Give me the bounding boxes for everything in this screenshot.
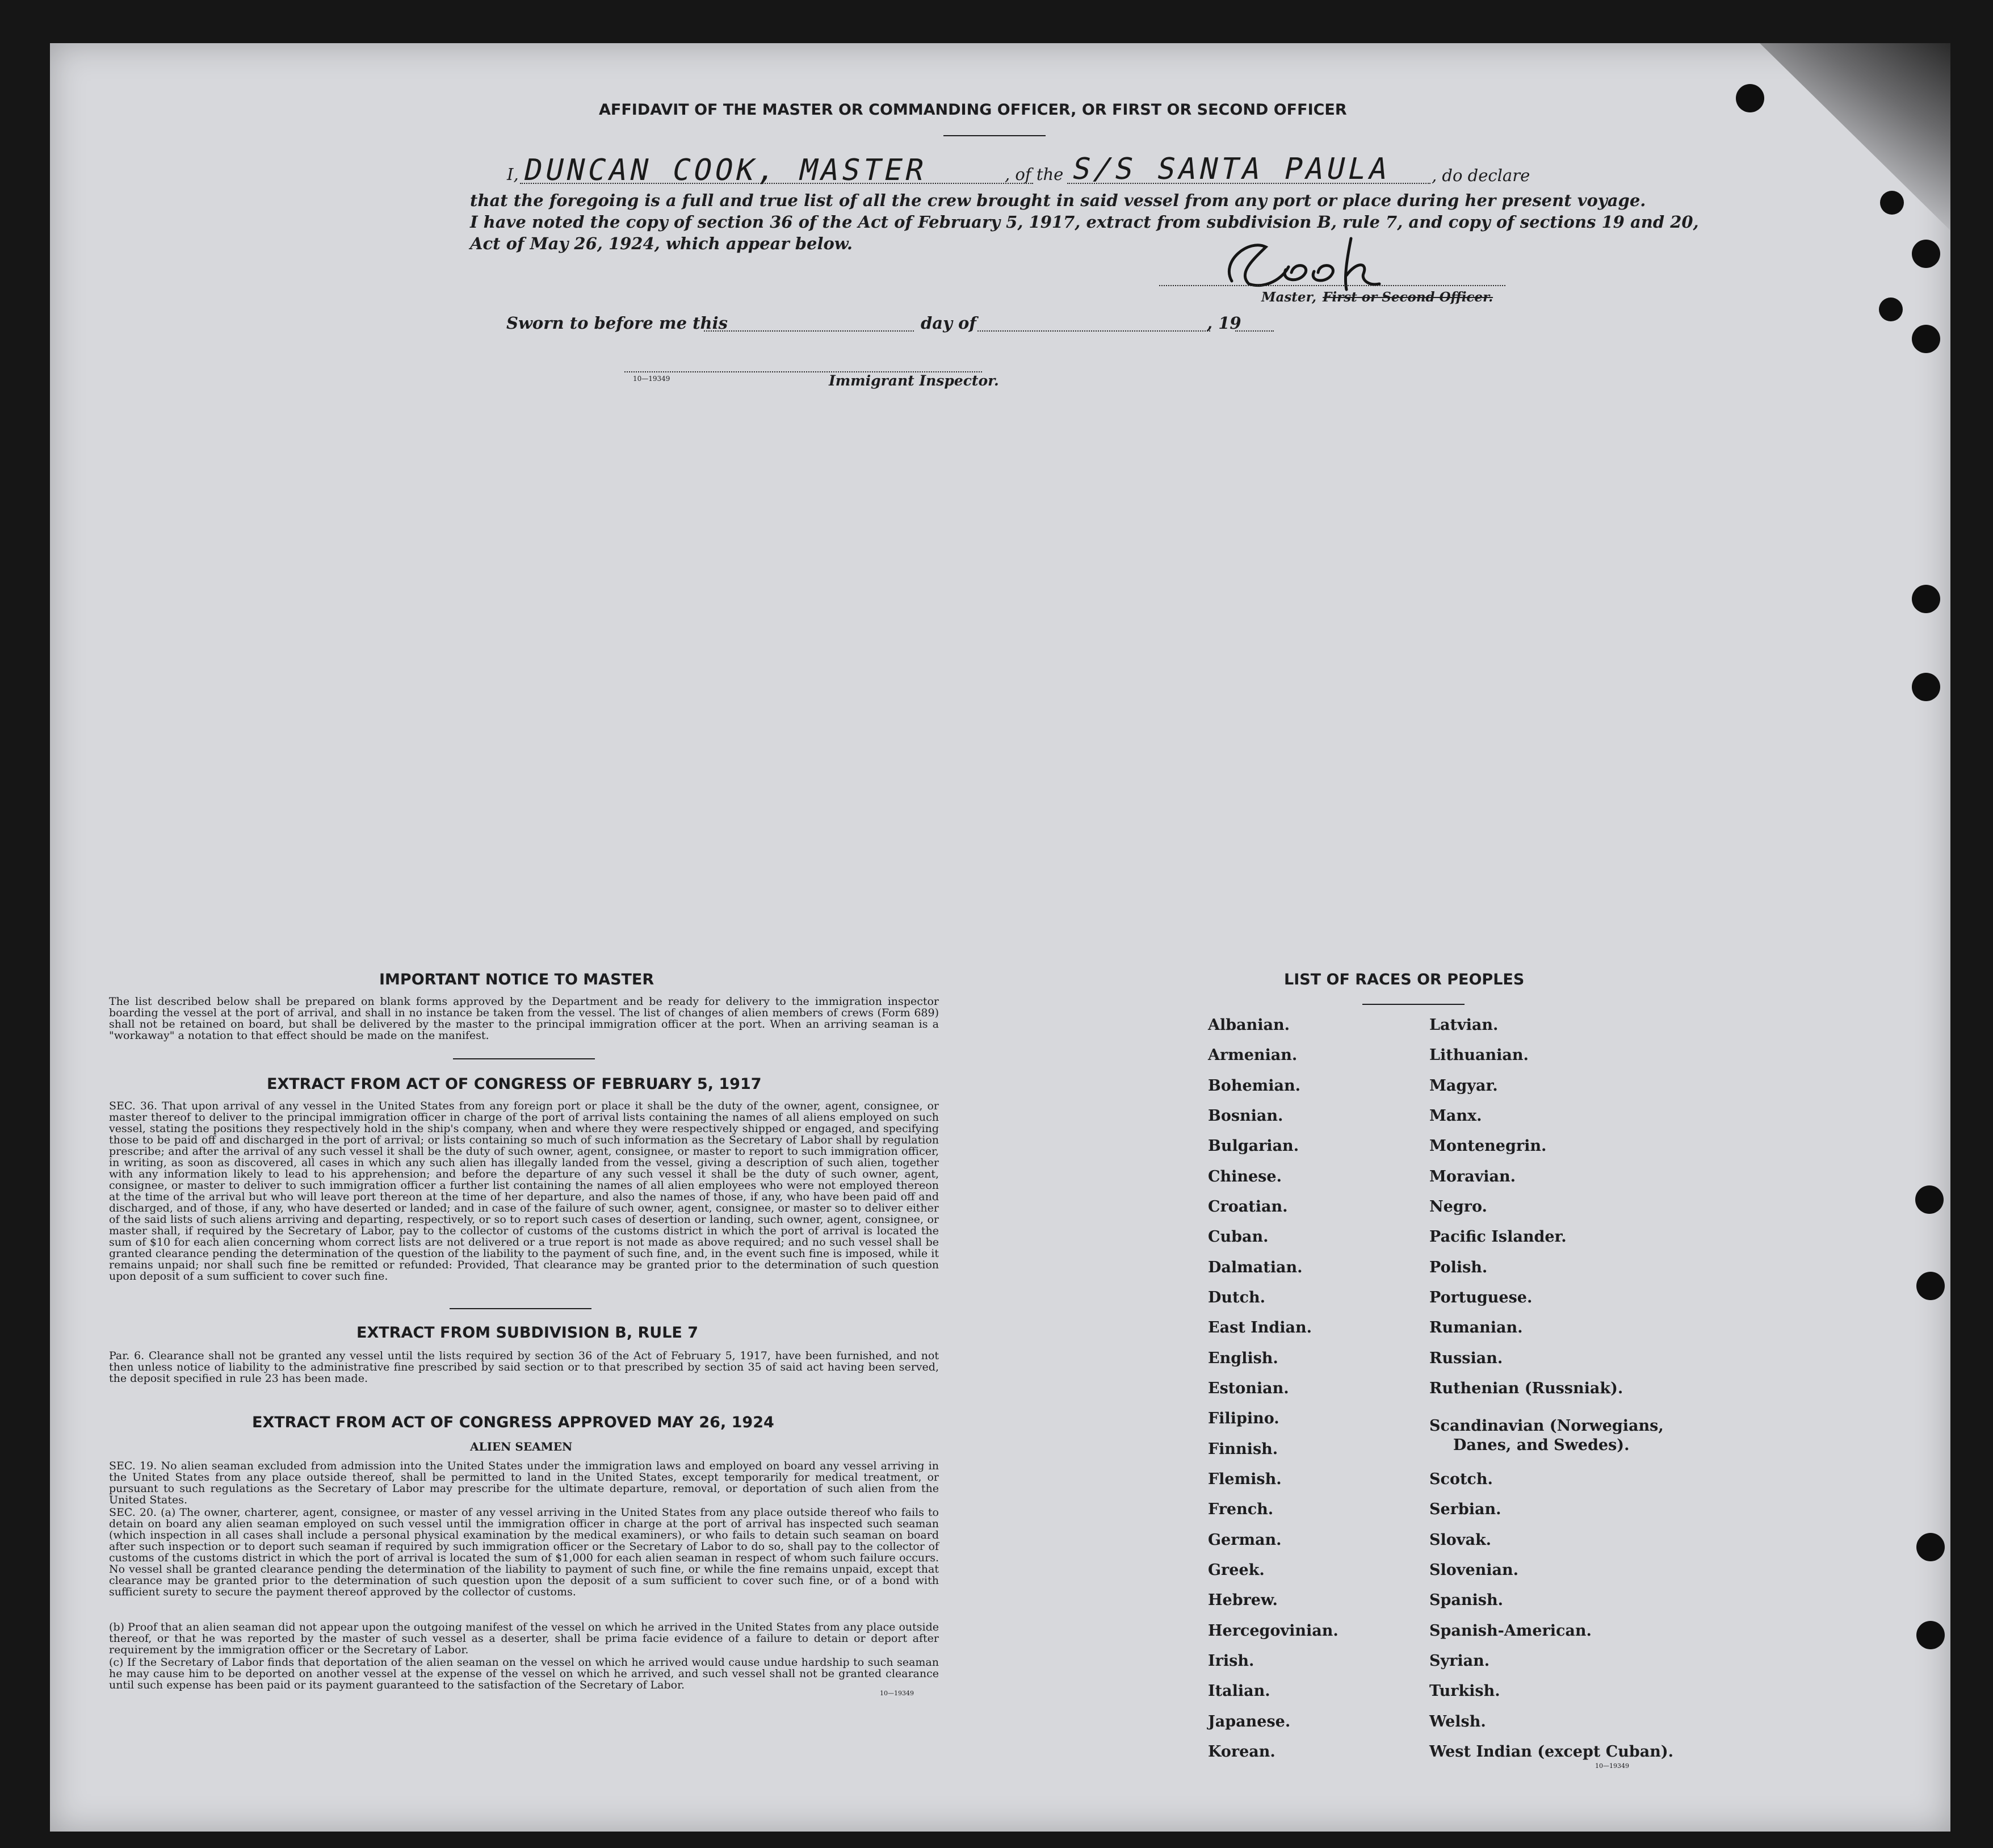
binder-hole [1916,1533,1945,1561]
extract-1917-title: EXTRACT FROM ACT OF CONGRESS OF FEBRUARY 5, 1917 [267,1075,762,1093]
signature-line [1159,285,1505,286]
races-title: LIST OF RACES OR PEOPLES [1284,971,1525,988]
blank-line [520,183,1033,184]
race-item: Russian. [1429,1350,1503,1367]
binder-hole [1880,191,1904,215]
race-item: Polish. [1429,1259,1488,1276]
of-the-label: , of the [1005,165,1064,184]
binder-hole [1915,1185,1944,1214]
binder-hole [1912,585,1940,613]
sec19-text: SEC. 19. No alien seaman excluded from admission into the United States under the immigration laws and employed on board any vessel arriving in the United States from any place outside thereof, shall be permitted to land in the United States, except temporarily for medical treatment, or pursuant to such regulations as the Secretary of Labor may prescribe for the ultimate departure, removal, or deportation of such alien from the United States. [109,1460,939,1506]
form-number: 10—19349 [633,375,670,383]
race-item: Estonian. [1208,1380,1289,1397]
race-item: Portuguese. [1429,1289,1533,1306]
race-item: German. [1208,1531,1282,1549]
race-item: Spanish. [1429,1591,1503,1609]
race-item: Finnish. [1208,1440,1278,1458]
binder-hole [1916,1621,1945,1649]
race-item: Lithuanian. [1429,1046,1529,1064]
blank-line [1067,183,1430,184]
race-item: Filipino. [1208,1410,1279,1427]
race-item: East Indian. [1208,1319,1312,1336]
race-item: Greek. [1208,1561,1265,1579]
binder-hole [1912,240,1940,268]
race-item: Syrian. [1429,1652,1490,1670]
extract-1924-subtitle: ALIEN SEAMEN [470,1440,573,1453]
race-item: French. [1208,1501,1274,1518]
race-item: Cuban. [1208,1228,1269,1246]
race-item: Hercegovinian. [1208,1622,1339,1640]
form-number: 10—19349 [880,1690,914,1697]
race-item: Magyar. [1429,1077,1498,1095]
signature-caption-struck: First or Second Officer. [1323,290,1493,305]
race-item: Hebrew. [1208,1591,1278,1609]
race-item: Serbian. [1429,1501,1501,1518]
master-name-handwritten: DUNCAN COOK, MASTER [521,153,931,187]
blank-line-year [1235,330,1274,332]
divider [1362,1004,1465,1005]
race-item: Moravian. [1429,1168,1516,1185]
race-item: Irish. [1208,1652,1254,1670]
affidavit-title: AFFIDAVIT OF THE MASTER OR COMMANDING OFFICER, OR FIRST OR SECOND OFFICER [599,101,1347,119]
sec20b-text: (b) Proof that an alien seaman did not appear upon the outgoing manifest of the vessel on which he arrived in the United States from any place outside thereof, or that he was reported by the master of such vessel as a deserter, shall be prima facie evidence of a failure to detain or deport after requirement by the immigration officer or the Secretary of Labor. [109,1621,939,1656]
affidavit-prefix: I, [507,165,519,184]
race-item: Slovenian. [1429,1561,1519,1579]
binder-hole [1912,673,1940,701]
year-label: , 19 [1207,313,1241,333]
signature-caption-master: Master, [1261,290,1317,305]
race-item: Flemish. [1208,1470,1282,1488]
sec20a-text: SEC. 20. (a) The owner, charterer, agent, consignee, or master of any vessel arriving in the United States from any place outside thereof who fails to detain on board any alien seaman employed on such vessel until the immigration officer in charge at the port of arrival has inspected such seaman (which inspection in all cases shall include a personal physical examination by the medical examiners), or who fails to detain such seaman on board after such inspection or to deport such seaman if required by such immigration officer or the Secretary of Labor to do so, shall pay to the collector of customs of the customs district in which the port of arrival is located the sum of $1,000 for each alien seaman in respect of whom such failure occurs. No vessel shall be granted clearance pending the determination of the liability to payment of such fine, or while the fine remains unpaid, except that clearance may be granted prior to the determination of such question upon the deposit of a sum sufficient to cover such fine, or of a bond with sufficient surety to secure the payment thereof approved by the collector of customs. [109,1506,939,1598]
race-item: Turkish. [1429,1682,1500,1700]
race-item: Dalmatian. [1208,1259,1303,1276]
race-item: Croatian. [1208,1198,1288,1216]
race-item: Japanese. [1208,1713,1291,1730]
form-number: 10—19349 [1595,1762,1629,1770]
race-item: Chinese. [1208,1168,1282,1185]
notice-title: IMPORTANT NOTICE TO MASTER [379,971,654,988]
race-item-continuation: Danes, and Swedes). [1453,1436,1630,1454]
blank-line-date [704,330,914,332]
divider [450,1308,591,1309]
notice-text: The list described below shall be prepared on blank forms approved by the Department and be ready for delivery to the immigration inspector boarding the vessel at the port of arrival, and shall in no instance be taken from the vessel. The list of changes of alien members of crews (Form 689) shall not be retained on board, but shall be delivered by the master to the principal immigration officer at the port. When an arriving seaman is a "workaway" a notation to that effect should be made on the manifest. [109,995,939,1042]
race-item: Italian. [1208,1682,1270,1700]
declare-label: , do declare [1432,166,1530,185]
binder-hole [1736,84,1764,112]
race-item: English. [1208,1350,1278,1367]
race-item: Spanish-American. [1429,1622,1592,1640]
divider [453,1058,595,1059]
subdivision-b-text: Par. 6. Clearance shall not be granted any vessel until the lists required by section 36 of the Act of February 5, 1917, have been furnished, and not then unless notice of liability to the administrative fine prescribed by said section or to that prescribed by section 35 of said act having been served, the deposit specified in rule 23 has been made. [109,1350,939,1385]
divider [943,135,1046,136]
affidavit-line-4: Act of May 26, 1924, which appear below. [470,234,853,253]
race-item: Bohemian. [1208,1077,1300,1095]
race-item: Pacific Islander. [1429,1228,1567,1246]
extract-1924-title: EXTRACT FROM ACT OF CONGRESS APPROVED MAY 26, 1924 [252,1414,774,1431]
binder-hole [1916,1272,1945,1300]
race-item: Bosnian. [1208,1107,1283,1125]
race-item: Korean. [1208,1743,1275,1761]
sworn-label: Sworn to before me this [506,313,728,333]
affidavit-line-2: that the foregoing is a full and true list of all the crew brought in said vessel from any port or place during her present voyage. [470,191,1646,210]
race-item: Rumanian. [1429,1319,1523,1336]
race-item: Scandinavian (Norwegians, [1429,1417,1664,1435]
race-item: Welsh. [1429,1713,1486,1730]
blank-line-month [977,330,1210,332]
race-item: Negro. [1429,1198,1487,1216]
race-item: Slovak. [1429,1531,1492,1549]
vessel-name-handwritten: S/S SANTA PAULA [1069,152,1394,186]
race-item: Manx. [1429,1107,1482,1125]
race-item: Albanian. [1208,1016,1290,1034]
race-item: Ruthenian (Russniak). [1429,1380,1623,1397]
binder-hole [1879,297,1903,321]
inspector-caption: Immigrant Inspector. [829,372,999,389]
race-item: Bulgarian. [1208,1137,1299,1155]
race-item: West Indian (except Cuban). [1429,1743,1674,1761]
race-item: Scotch. [1429,1470,1493,1488]
sec20c-text: (c) If the Secretary of Labor finds that deportation of the alien seaman on the vessel on which he arrived would cause undue hardship to such seaman he may cause him to be deported on another vessel at the expense of the vessel on which he arrived, and such vessel shall not be granted clearance until such expense has been paid or its payment guaranteed to the satisfaction of the Secretary of Labor. [109,1656,939,1691]
extract-1917-text: SEC. 36. That upon arrival of any vessel in the United States from any foreign port or place it shall be the duty of the owner, agent, consignee, or master thereof to deliver to the principal immigration officer in charge of the port of arrival lists containing the names of all aliens employed on such vessel, stating the positions they respectively hold in the ship's company, when and where they were respectively shipped or engaged, and specifying those to be paid off and discharged in the port of arrival; or lists containing so much of such information as the Secretary of Labor shall by regulation prescribe; and after the arrival of any such vessel it shall be the duty of such owner, agent, consignee, or master to report to such immigration officer, in writing, as soon as discovered, all cases in which any such alien has illegally landed from the vessel, giving a description of such alien, together with any information likely to lead to his apprehension; and before the departure of any such vessel it shall be the duty of such owner, agent, consignee, or master to deliver to such immigration officer a further list containing the names of all alien employees who were not employed thereon at the time of the arrival but who will leave port thereon at the time of her departure, and also the names of those, if any, who have been paid off and discharged, and of those, if any, who have deserted or landed; and in case of the failure of such owner, agent, consignee, or master so to deliver either of the said lists of such aliens arriving and departing, respectively, or so to report such cases of desertion or landing, such owner, agent, consignee, or master shall, if required by the Secretary of Labor, pay to the collector of customs of the customs district in which the port of arrival is located the sum of $10 for each alien concerning whom correct lists are not delivered or a true report is not made as above required; and no such vessel shall be granted clearance pending the determination of the question of the liability to the payment of such fine, and, in the event such fine is imposed, while it remains unpaid; nor shall such fine be remitted or refunded: Provided, That clearance may be granted prior to the determination of such question upon deposit of a sum sufficient to cover such fine. [109,1100,939,1283]
subdivision-b-title: EXTRACT FROM SUBDIVISION B, RULE 7 [356,1324,699,1342]
race-item: Dutch. [1208,1289,1265,1306]
binder-hole [1912,325,1940,353]
affidavit-line-3: I have noted the copy of section 36 of the Act of February 5, 1917, extract from subdivision B, rule 7, and copy of sections 19 and 20, [470,212,1699,232]
day-of-label: day of [921,313,976,333]
race-item: Armenian. [1208,1046,1298,1064]
race-item: Latvian. [1429,1016,1499,1034]
race-item: Montenegrin. [1429,1137,1547,1155]
